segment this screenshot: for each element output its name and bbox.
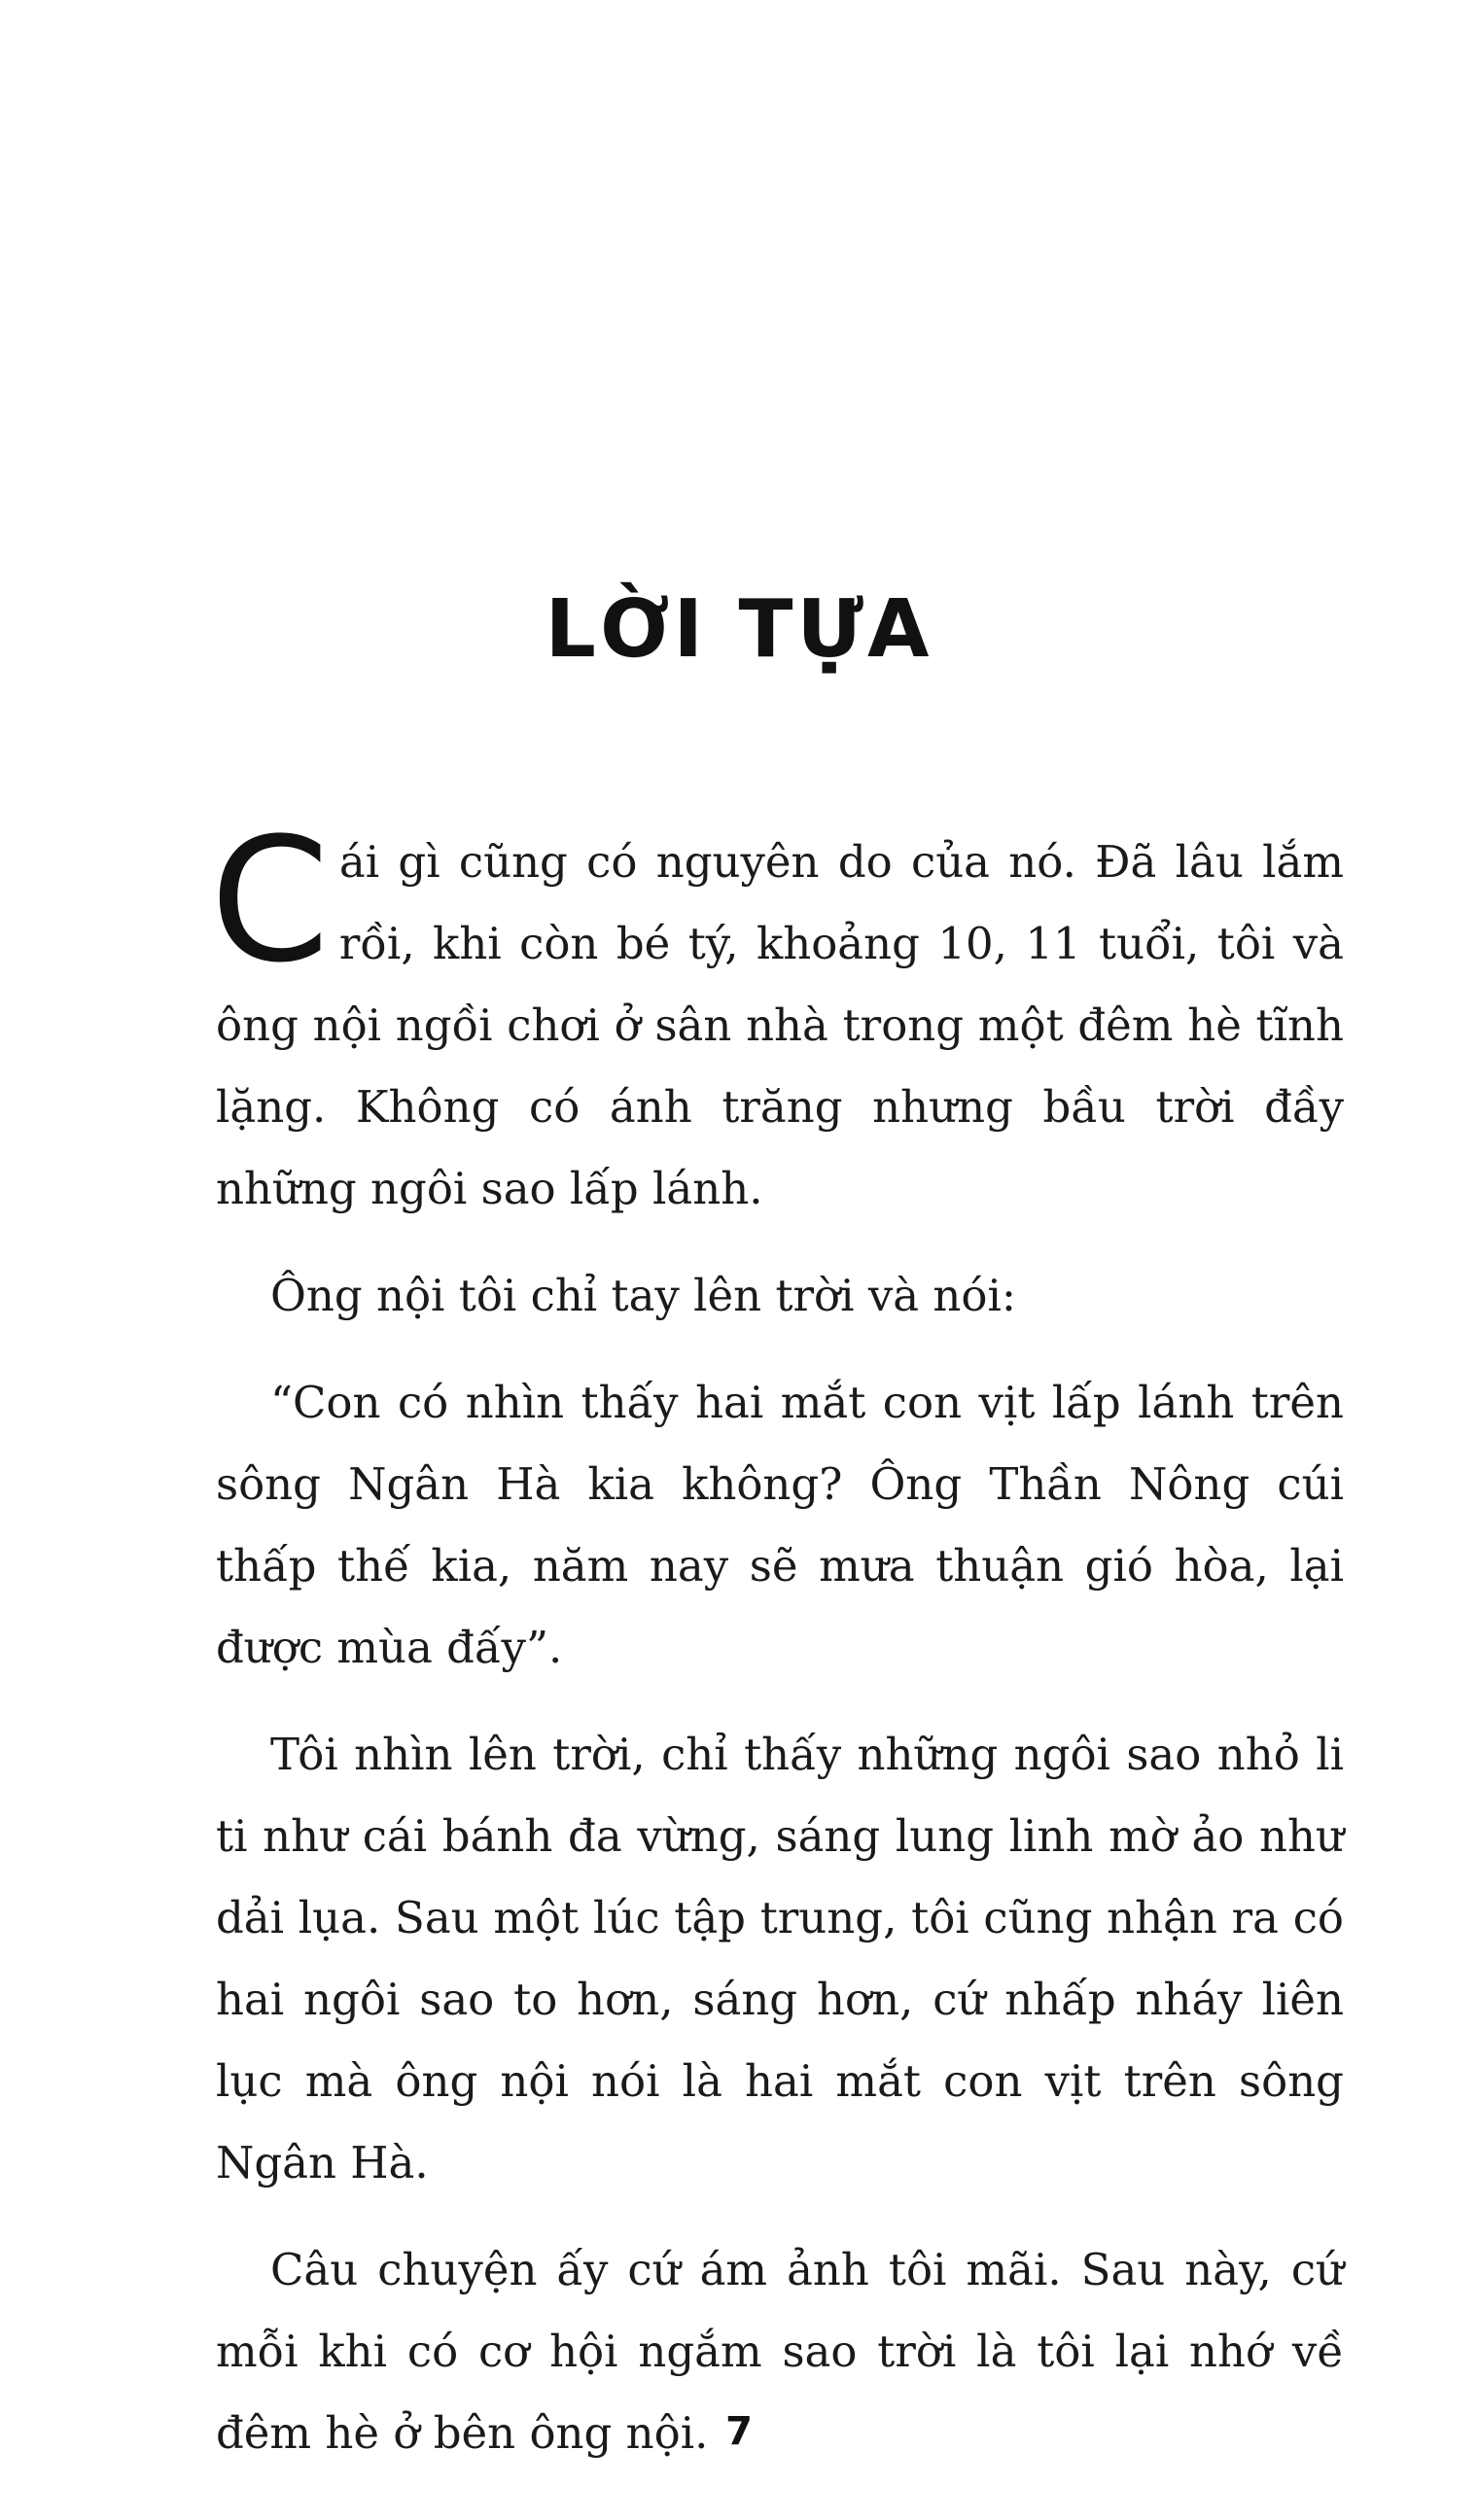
page-number: 7 — [725, 2409, 753, 2454]
paragraph-2: Ông nội tôi chỉ tay lên trời và nói: — [270, 1270, 1017, 1321]
paragraph-3: “Con có nhìn thấy hai mắt con vịt lấp lánh trên sông Ngân Hà kia không? Ông Thần Nông cúi thấp thế kia, năm nay sẽ mưa thuận gió hòa, lại được mùa đấy”. — [216, 1377, 1344, 1673]
chapter-title: LỜI TỰA — [545, 582, 933, 676]
paragraph-5: Câu chuyện ấy cứ ám ảnh tôi mãi. Sau này, cứ mỗi khi có cơ hội ngắm sao trời là tôi lại nhớ về đêm hè ở bên ông nội. — [216, 2244, 1344, 2459]
drop-cap: C — [210, 801, 330, 1000]
paragraph-4: Tôi nhìn lên trời, chỉ thấy những ngôi sao nhỏ li ti như cái bánh đa vừng, sáng lung linh mờ ảo như dải lụa. Sau một lúc tập trung, tôi cũng nhận ra có hai ngôi sao to hơn, sáng hơn, cứ nhấp nháy liên lục mà ông nội nói là hai mắt con vịt trên sông Ngân Hà. — [216, 1729, 1344, 2188]
paragraph-1-text: ái gì cũng có nguyên do của nó. Đã lâu lắm rồi, khi còn bé tý, khoảng 10, 11 tuổi, tôi và ông nội ngồi chơi ở sân nhà trong một đêm hè tĩnh lặng. Không có ánh trăng nhưng bầu trời đầy những ngôi sao lấp lánh. — [216, 836, 1344, 1214]
paragraph-1 — [210, 801, 1344, 1230]
body-text — [210, 801, 1344, 2500]
